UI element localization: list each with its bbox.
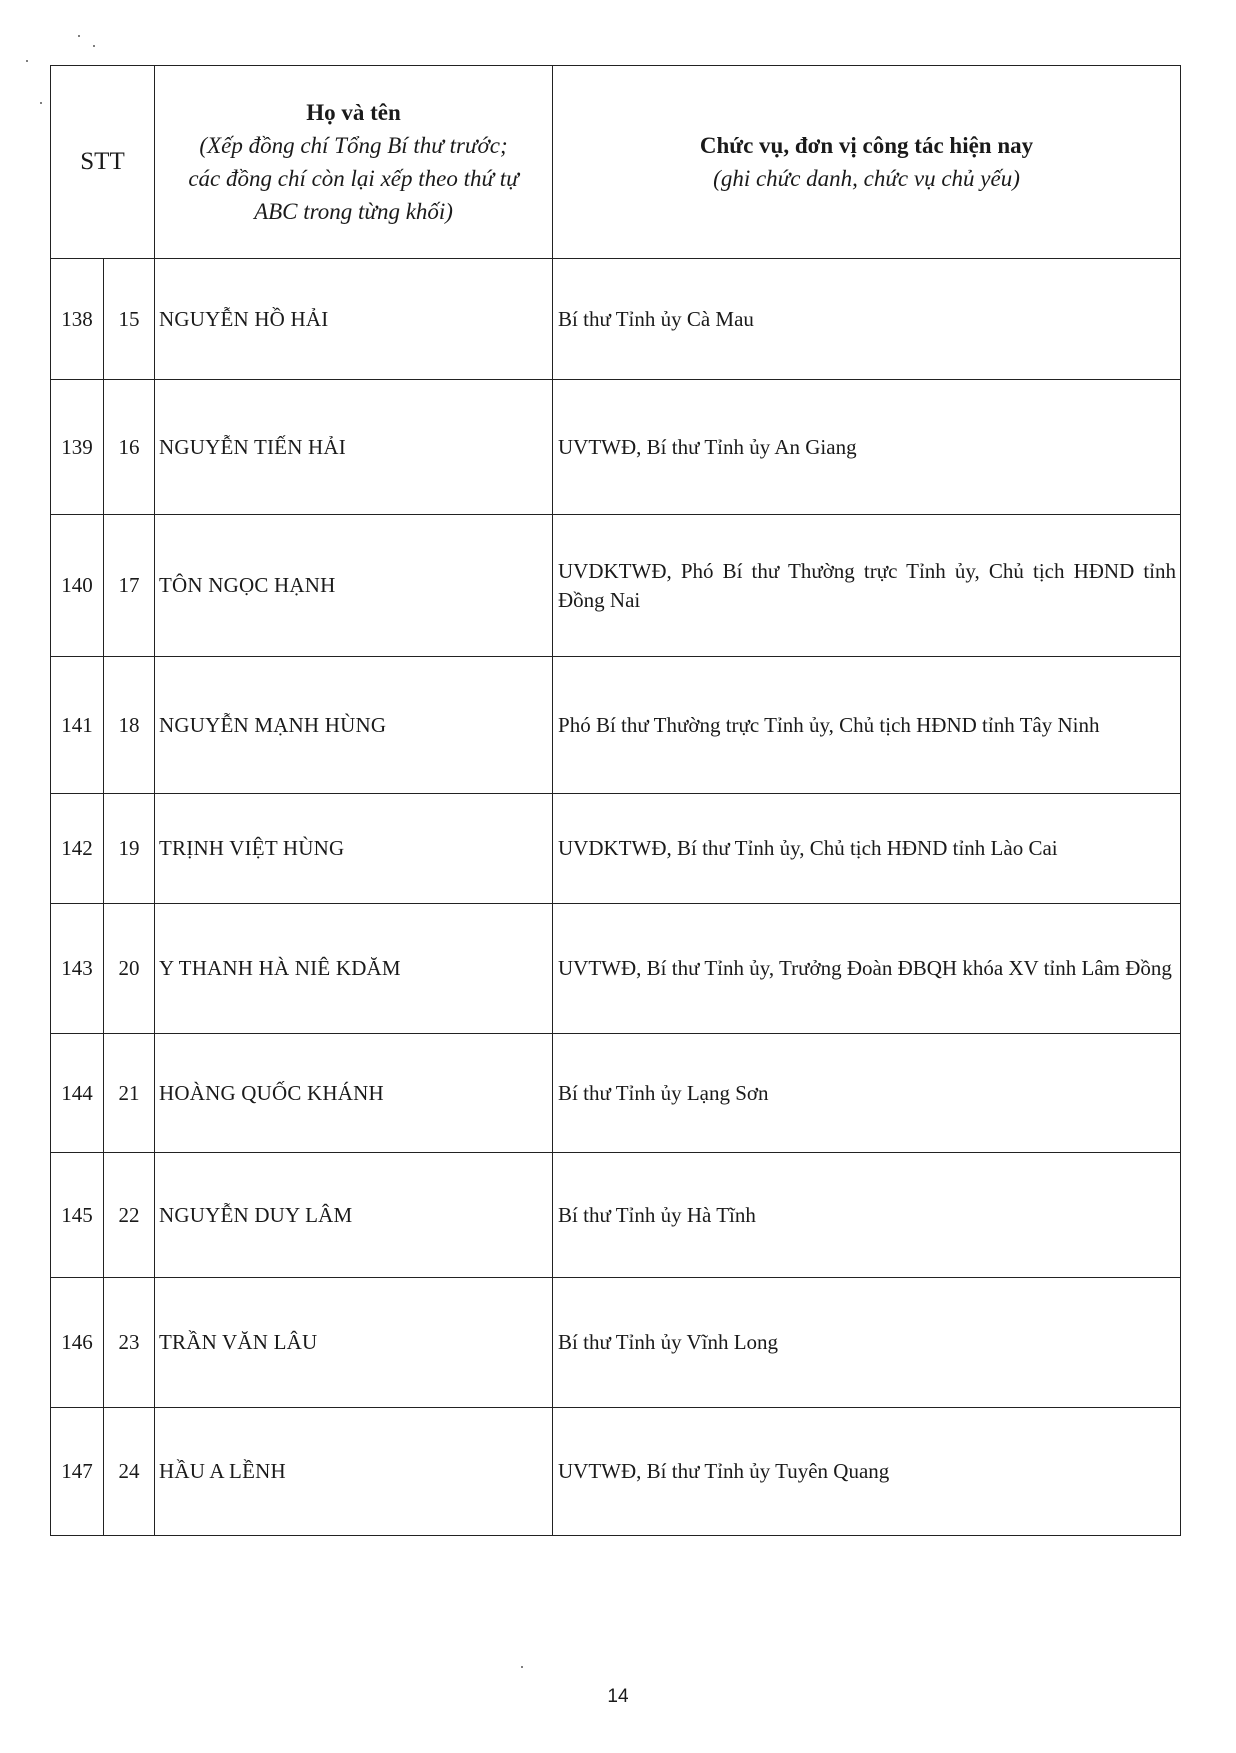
page-number: 14 (607, 1686, 629, 1707)
table-row (51, 1034, 1181, 1153)
group-stt-cell: 15 (104, 259, 155, 380)
stt-cell: 141 (51, 657, 104, 794)
name-cell: TRẦN VĂN LÂU (155, 1278, 553, 1408)
table-row (51, 380, 1181, 515)
name-header-title: Họ và tên (306, 100, 401, 125)
stt-cell: 138 (51, 259, 104, 380)
position-cell: Phó Bí thư Thường trực Tỉnh ủy, Chủ tịch HĐND tỉnh Tây Ninh (553, 657, 1181, 794)
table-row (51, 794, 1181, 904)
table-row (51, 515, 1181, 657)
group-stt-cell: 22 (104, 1153, 155, 1278)
position-cell: UVDKTWĐ, Bí thư Tỉnh ủy, Chủ tịch HĐND tỉnh Lào Cai (553, 794, 1181, 904)
group-stt-cell: 19 (104, 794, 155, 904)
name-header-note: ABC trong từng khối) (254, 199, 453, 224)
stt-cell: 140 (51, 515, 104, 657)
group-stt-cell: 21 (104, 1034, 155, 1153)
stt-cell: 147 (51, 1408, 104, 1536)
position-header (553, 66, 1181, 259)
group-stt-cell: 18 (104, 657, 155, 794)
table-row (51, 657, 1181, 794)
position-cell: Bí thư Tỉnh ủy Lạng Sơn (553, 1034, 1181, 1153)
table-row (51, 904, 1181, 1034)
scan-speck (93, 45, 95, 47)
scan-speck (40, 102, 42, 104)
group-stt-cell: 23 (104, 1278, 155, 1408)
name-cell: TRỊNH VIỆT HÙNG (155, 794, 553, 904)
stt-header: STT (51, 66, 155, 259)
personnel-table (50, 65, 1181, 1536)
name-cell: HẦU A LỀNH (155, 1408, 553, 1536)
position-cell: UVTWĐ, Bí thư Tỉnh ủy Tuyên Quang (553, 1408, 1181, 1536)
group-stt-cell: 16 (104, 380, 155, 515)
stt-cell: 146 (51, 1278, 104, 1408)
position-cell: UVTWĐ, Bí thư Tỉnh ủy, Trưởng Đoàn ĐBQH khóa XV tỉnh Lâm Đồng (553, 904, 1181, 1034)
position-cell: Bí thư Tỉnh ủy Hà Tĩnh (553, 1153, 1181, 1278)
table-row (51, 1153, 1181, 1278)
scan-speck (521, 1666, 523, 1668)
scan-speck (78, 35, 80, 37)
table-header-row (51, 66, 1181, 259)
name-header (155, 66, 553, 259)
group-stt-cell: 17 (104, 515, 155, 657)
stt-cell: 142 (51, 794, 104, 904)
name-header-note: các đồng chí còn lại xếp theo thứ tự (188, 166, 519, 191)
name-cell: NGUYỄN HỒ HẢI (155, 259, 553, 380)
position-cell: UVDKTWĐ, Phó Bí thư Thường trực Tỉnh ủy, Chủ tịch HĐND tỉnh Đồng Nai (553, 515, 1181, 657)
group-stt-cell: 20 (104, 904, 155, 1034)
name-cell: Y THANH HÀ NIÊ KDĂM (155, 904, 553, 1034)
position-cell: Bí thư Tỉnh ủy Vĩnh Long (553, 1278, 1181, 1408)
table-row (51, 1408, 1181, 1536)
name-cell: TÔN NGỌC HẠNH (155, 515, 553, 657)
stt-cell: 139 (51, 380, 104, 515)
name-cell: HOÀNG QUỐC KHÁNH (155, 1034, 553, 1153)
position-header-title: Chức vụ, đơn vị công tác hiện nay (699, 133, 1034, 158)
position-cell: Bí thư Tỉnh ủy Cà Mau (553, 259, 1181, 380)
position-header-note: (ghi chức danh, chức vụ chủ yếu) (713, 166, 1020, 191)
scan-speck (26, 60, 28, 62)
group-stt-cell: 24 (104, 1408, 155, 1536)
table-row (51, 1278, 1181, 1408)
name-cell: NGUYỄN DUY LÂM (155, 1153, 553, 1278)
stt-cell: 144 (51, 1034, 104, 1153)
stt-cell: 145 (51, 1153, 104, 1278)
position-cell: UVTWĐ, Bí thư Tỉnh ủy An Giang (553, 380, 1181, 515)
name-cell: NGUYỄN MẠNH HÙNG (155, 657, 553, 794)
name-cell: NGUYỄN TIẾN HẢI (155, 380, 553, 515)
stt-cell: 143 (51, 904, 104, 1034)
name-header-note: (Xếp đồng chí Tổng Bí thư trước; (199, 133, 508, 158)
table-row (51, 259, 1181, 380)
